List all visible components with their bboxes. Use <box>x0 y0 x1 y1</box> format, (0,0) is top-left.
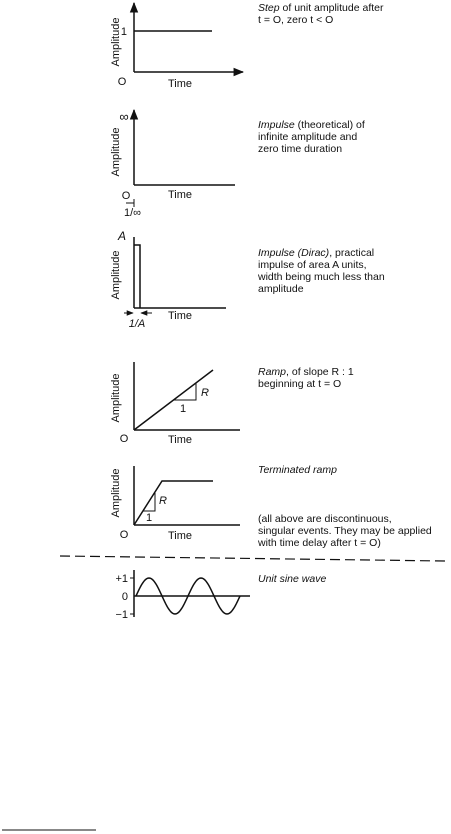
sine-tick-minus1: −1 <box>115 609 128 621</box>
sine-panel <box>115 570 250 621</box>
impulse-theoretical-panel <box>110 109 235 219</box>
impulse-th-origin: O <box>121 190 131 202</box>
term-ramp-slope-label: R <box>159 495 167 507</box>
impulse-th-y-label: Amplitude <box>110 127 122 177</box>
impulse-dirac-amp-label: A <box>117 229 127 243</box>
term-ramp-run-label: 1 <box>145 512 153 524</box>
ramp-description: Ramp, of slope R : 1 beginning at t = O <box>258 366 354 390</box>
impulse-dirac-x-label: Time <box>168 310 193 322</box>
step-x-label: Time <box>168 78 193 90</box>
impulse-dirac-pulse <box>134 245 140 308</box>
impulse-th-x-label: Time <box>168 189 193 201</box>
ramp-origin: O <box>119 433 129 445</box>
term-ramp-x-label: Time <box>168 530 193 542</box>
term-ramp-origin: O <box>119 529 129 541</box>
ramp-run-label: 1 <box>179 403 187 415</box>
step-description: Step of unit amplitude after t = O, zero t < O <box>258 2 384 26</box>
impulse-theoretical-description: Impulse (theoretical) of infinite amplitude and zero time duration <box>258 119 365 155</box>
ramp-panel <box>110 362 240 446</box>
impulse-dirac-y-label: Amplitude <box>110 250 122 300</box>
impulse-dirac-width-label: 1/A <box>128 318 146 330</box>
impulse-dirac-description: Impulse (Dirac), practical impulse of area A units, width being much less than amplitude <box>258 247 385 295</box>
impulse-th-width-label: 1/∞ <box>124 207 142 219</box>
step-panel <box>110 3 243 90</box>
step-origin: O <box>117 76 127 88</box>
impulse-th-infinity: ∞ <box>119 109 129 124</box>
section-divider <box>60 556 446 561</box>
terminated-ramp-panel <box>110 466 240 542</box>
ramp-x-label: Time <box>168 434 193 446</box>
step-y-label: Amplitude <box>110 17 122 67</box>
terminated-ramp-description: Terminated ramp <box>258 464 337 476</box>
sine-tick-plus1: +1 <box>115 573 128 585</box>
sine-description: Unit sine wave <box>258 573 327 585</box>
step-tick-1: 1 <box>120 26 127 38</box>
sine-tick-zero: 0 <box>121 591 128 603</box>
discontinuous-note: (all above are discontinuous, singular events. They may be applied with time delay after t = O) <box>258 513 432 549</box>
ramp-slope-label: R <box>201 387 209 399</box>
ramp-y-label: Amplitude <box>110 373 122 423</box>
term-ramp-y-label: Amplitude <box>110 468 122 518</box>
impulse-dirac-panel <box>110 229 226 330</box>
